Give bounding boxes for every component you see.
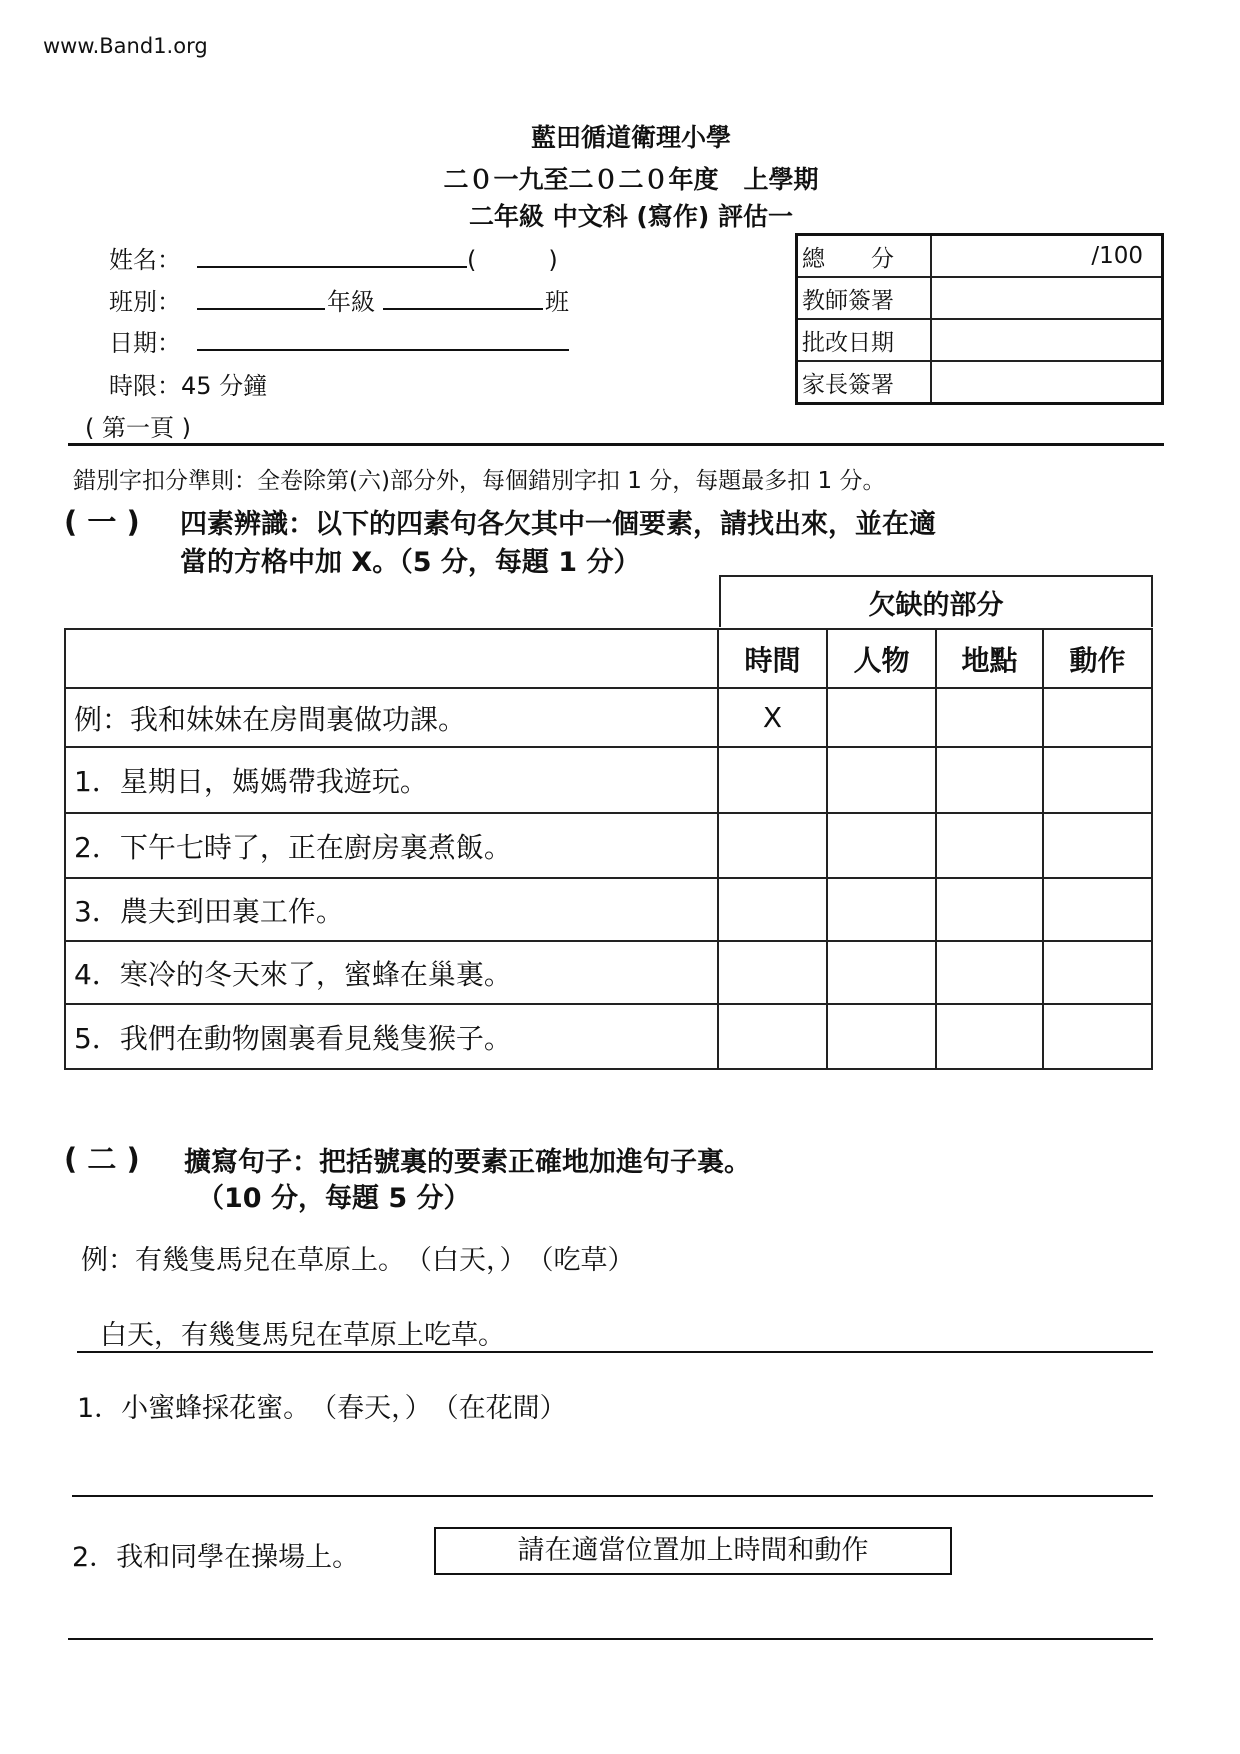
class-suffix: 班 [545, 288, 569, 316]
name-field[interactable] [197, 266, 467, 268]
answer-line-1[interactable] [72, 1495, 1153, 1497]
answer-cell-地點[interactable] [936, 747, 1043, 813]
teacher-signature-field[interactable] [931, 277, 1163, 319]
answer-cell-動作[interactable] [1043, 813, 1152, 878]
assessment-title: 二年級 中文科 (寫作) 評估一 [469, 202, 793, 231]
score-label-total: 總 分 [797, 235, 932, 278]
school-name: 藍田循道衛理小學 [530, 123, 731, 152]
missing-element-label: 欠缺的部分 [720, 576, 1152, 627]
score-label-parent-signature: 家長簽署 [797, 361, 932, 404]
class-field[interactable] [383, 308, 543, 310]
marking-date-field[interactable] [931, 319, 1163, 361]
score-box [795, 233, 1164, 405]
section2-points: （10 分，每題 5 分） [197, 1183, 471, 1214]
watermark: www.Band1.org [43, 34, 208, 58]
answer-cell-人物[interactable] [827, 941, 936, 1004]
score-label-marking-date: 批改日期 [797, 319, 932, 361]
question-2: 2．我和同學在操場上。 [72, 1542, 360, 1573]
answer-cell-時間[interactable] [718, 941, 827, 1004]
answer-cell-時間: X [718, 688, 827, 747]
question-1: 1．小蜜蜂採花蜜。 （春天，） （在花間） [77, 1393, 567, 1424]
sentence: 3．農夫到田裏工作。 [65, 878, 718, 941]
answer-line-2[interactable] [68, 1638, 1153, 1640]
answer-cell-地點[interactable] [936, 878, 1043, 941]
class-number-paren: ( ) [467, 246, 558, 274]
col-place: 地點 [936, 629, 1043, 688]
class-label: 班別： [109, 288, 181, 316]
answer-cell-人物[interactable] [827, 813, 936, 878]
col-person: 人物 [827, 629, 936, 688]
name-label: 姓名： [109, 246, 181, 274]
date-label: 日期： [109, 329, 181, 357]
answer-cell-動作[interactable] [1043, 1004, 1152, 1069]
sentence: 5．我們在動物園裏看見幾隻猴子。 [65, 1004, 718, 1069]
grade-suffix: 年級 [327, 288, 375, 316]
sentence: 2．下午七時了，正在廚房裏煮飯。 [65, 813, 718, 878]
sentence: 例：我和妹妹在房間裏做功課。 [65, 688, 718, 747]
answer-cell-地點[interactable] [936, 813, 1043, 878]
typo-deduction-rule: 錯別字扣分準則：全卷除第(六)部分外，每個錯別字扣 1 分，每題最多扣 1 分。 [73, 468, 886, 494]
answer-cell-動作[interactable] [1043, 941, 1152, 1004]
time-limit: 時限：45 分鐘 [109, 372, 268, 400]
section1-title-cont: 當的方格中加 X。（5 分，每題 1 分） [180, 547, 641, 578]
answer-cell-人物 [827, 688, 936, 747]
answer-cell-地點 [936, 688, 1043, 747]
answer-cell-時間[interactable] [718, 747, 827, 813]
parent-signature-field[interactable] [931, 361, 1163, 404]
score-label-teacher-signature: 教師簽署 [797, 277, 932, 319]
question-row [65, 747, 1152, 813]
question-row [65, 878, 1152, 941]
example-answer-line [77, 1351, 1153, 1353]
date-field[interactable] [197, 349, 569, 351]
question-row [65, 1004, 1152, 1069]
sentence: 4．寒冷的冬天來了，蜜蜂在巢裏。 [65, 941, 718, 1004]
missing-element-header [719, 575, 1153, 627]
section2-title: 擴寫句子：把括號裏的要素正確地加進句子裏。 [184, 1147, 751, 1178]
header-divider [68, 443, 1164, 446]
col-action: 動作 [1043, 629, 1152, 688]
answer-cell-動作[interactable] [1043, 747, 1152, 813]
answer-cell-時間[interactable] [718, 878, 827, 941]
question-row [65, 813, 1152, 878]
example-question: 例：有幾隻馬兒在草原上。 （白天，） （吃草） [81, 1245, 635, 1276]
academic-year: 二０一九至二０二０年度 上學期 [443, 165, 819, 194]
col-time: 時間 [718, 629, 827, 688]
four-elements-table [64, 628, 1153, 1070]
question-row [65, 941, 1152, 1004]
answer-cell-人物[interactable] [827, 747, 936, 813]
page-number: ( 第一頁 ) [85, 414, 191, 442]
answer-cell-時間[interactable] [718, 813, 827, 878]
example-answer: 白天，有幾隻馬兒在草原上吃草。 [100, 1320, 505, 1351]
answer-cell-動作 [1043, 688, 1152, 747]
answer-cell-動作[interactable] [1043, 878, 1152, 941]
header-blank [65, 629, 718, 688]
answer-cell-地點[interactable] [936, 1004, 1043, 1069]
answer-cell-人物[interactable] [827, 878, 936, 941]
section1-number: ( 一 ) [64, 505, 140, 539]
section1-title: 四素辨識：以下的四素句各欠其中一個要素，請找出來，並在適 [180, 509, 936, 540]
grade-field[interactable] [197, 308, 325, 310]
answer-cell-地點[interactable] [936, 941, 1043, 1004]
score-total-value: /100 [931, 235, 1163, 278]
question-2-hint-box: 請在適當位置加上時間和動作 [434, 1527, 952, 1575]
answer-cell-人物[interactable] [827, 1004, 936, 1069]
section2-number: ( 二 ) [64, 1142, 140, 1176]
sentence: 1．星期日，媽媽帶我遊玩。 [65, 747, 718, 813]
example-row [65, 688, 1152, 747]
answer-cell-時間[interactable] [718, 1004, 827, 1069]
